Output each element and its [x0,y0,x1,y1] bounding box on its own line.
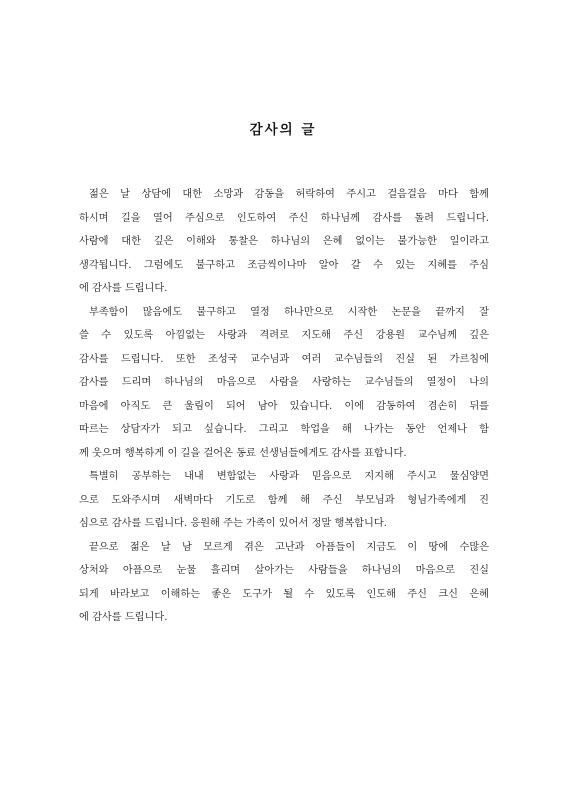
paragraph-line: 께 웃으며 행복하게 이 길을 걸어온 동료 선생님들에게도 감사를 표합니다. [79,447,407,459]
paragraph-line: 에 감사를 드립니다. [79,612,168,623]
paragraph-line: 으로 도와주시며 새벽마다 기도로 함께 해 주신 부모님과 형님가족에게 진 [79,494,489,506]
paragraph-line: 하시며 길을 열어 주심으로 인도하여 주신 하나님께 감사를 돌려 드립니다. [79,212,489,224]
paragraph-1 [79,183,489,301]
paragraph-line: 사람에 대한 깊은 이해와 통찰은 하나님의 은혜 없이는 불가능한 일이라고 [79,236,489,247]
paragraph-line: 따르는 상담자가 되고 싶습니다. 그리고 학업을 해 나가는 동안 언제나 함 [79,424,489,435]
paragraph-line: 끝으로 젊은 날 남 모르게 겪은 고난과 아픔들이 지금도 이 땅에 수많은 [89,541,489,553]
paragraph-line: 감사를 드립니다. 또한 조성국 교수님과 여러 교수님들의 진실 된 가르침에 [79,353,489,365]
paragraph-4 [79,536,489,630]
paragraph-line: 되게 바라보고 이해하는 좋은 도구가 될 수 있도록 인도해 주신 크신 은혜 [79,588,489,600]
paragraph-line: 감사를 드리며 하나님의 마음으로 사람을 사랑하는 교수님들의 열정이 나의 [79,377,489,388]
paragraph-line: 심으로 감사를 드립니다. 응원해 주는 가족이 있어서 정말 행복합니다. [79,518,387,529]
paragraph-line: 에 감사를 드립니다. [79,283,168,294]
paragraph-3 [79,465,489,536]
paragraph-line: 부족함이 많음에도 불구하고 열정 하나만으로 시작한 논문을 끝까지 잘 [89,306,489,318]
paragraph-line: 마음에 아직도 큰 울림이 되어 남아 있습니다. 이에 감동하여 겸손히 뒤를 [79,400,489,412]
paragraph-line: 젊은 날 상담에 대한 소망과 감동을 허락하여 주시고 걸음걸음 마다 함께 [89,189,489,200]
paragraph-line: 쓸 수 있도록 아낌없는 사랑과 격려로 지도해 주신 강용원 교수님께 깊은 [79,330,489,341]
paragraph-line: 상처와 아픔으로 눈물 흘리며 살아가는 사람들을 하나님의 마음으로 진실 [79,565,489,576]
paragraph-line: 특별히 공부하는 내내 변함없는 사랑과 믿음으로 지지해 주시고 물심양면 [89,471,489,482]
paragraph-line: 생각됩니다. 그럼에도 불구하고 조금씩이나마 알아 갈 수 있는 지혜를 주심 [79,259,489,271]
paragraph-2 [79,301,489,466]
document-body [79,183,489,630]
page-title: 감사의 글 [249,122,317,138]
